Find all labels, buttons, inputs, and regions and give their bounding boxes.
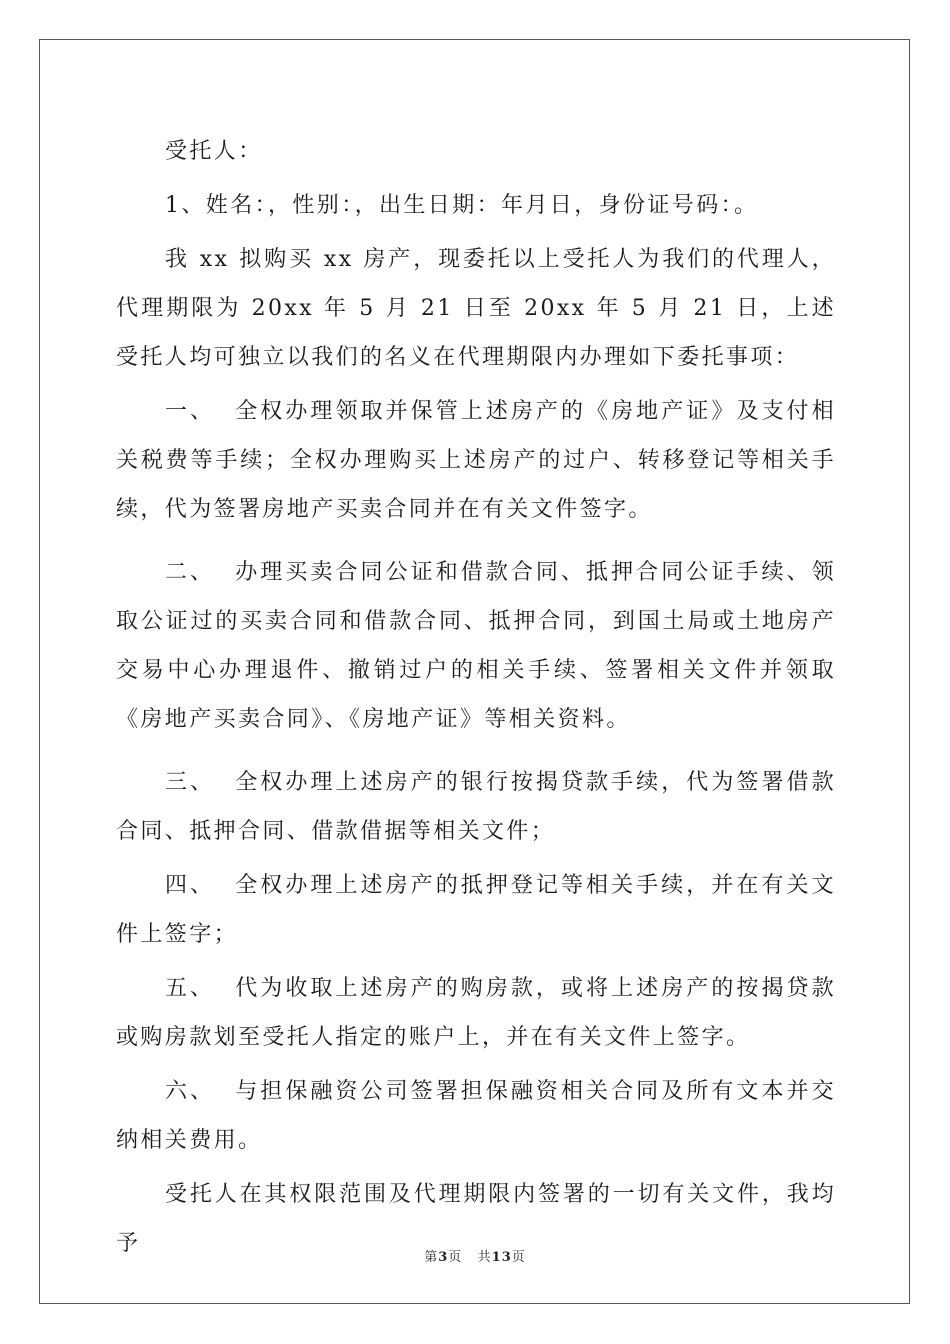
footer-total-pages: 13 [491,1250,512,1265]
footer-page-prefix: 第 [424,1250,439,1265]
paragraph-item-6: 六、 与担保融资公司签署担保融资相关合同及所有文本并交纳相关费用。 [116,1079,836,1153]
paragraph-closing: 受托人在其权限范围及代理期限内签署的一切有关文件，我均予 [116,1182,836,1256]
paragraph-item-2: 二、 办理买卖合同公证和借款合同、抵押合同公证手续、领取公证过的买卖合同和借款合同、抵押合同，到国土局或土地房产交易中心办理退件、撤销过户的相关手续、签署相关文件并领取《房地产买卖合同》、《房地产证》等相关资料。 [116,560,836,732]
paragraph-item-3: 三、 全权办理上述房产的银行按揭贷款手续，代为签署借款合同、抵押合同、借款借据等相关文件； [116,770,836,844]
paragraph-trustee-info: 1、姓名：，性别：，出生日期：年月日，身份证号码：。 [165,193,759,218]
page-footer [0,1246,950,1265]
footer-page-number: 3 [438,1250,449,1265]
paragraph-item-5: 五、 代为收取上述房产的购房款，或将上述房产的按揭贷款或购房款划至受托人指定的账户上，并在有关文件上签字。 [116,976,836,1050]
footer-page-mid: 页 共 [448,1250,492,1265]
document-body [116,127,836,1268]
paragraph-trustee-heading: 受托人： [165,139,263,164]
paragraph-item-1: 一、 全权办理领取并保管上述房产的《房地产证》及支付相关税费等手续；全权办理购买上述房产的过户、转移登记等相关手续，代为签署房地产买卖合同并在有关文件签字。 [116,399,836,522]
footer-page-suffix: 页 [511,1250,526,1265]
paragraph-intro: 我 xx 拟购买 xx 房产，现委托以上受托人为我们的代理人，代理期限为 20xx 年 5 月 21 日至 20xx 年 5 月 21 日，上述受托人均可独立以我们的名义在代理期限内办理如下委托事项： [116,247,836,370]
paragraph-item-4: 四、 全权办理上述房产的抵押登记等相关手续，并在有关文件上签字； [116,873,836,947]
